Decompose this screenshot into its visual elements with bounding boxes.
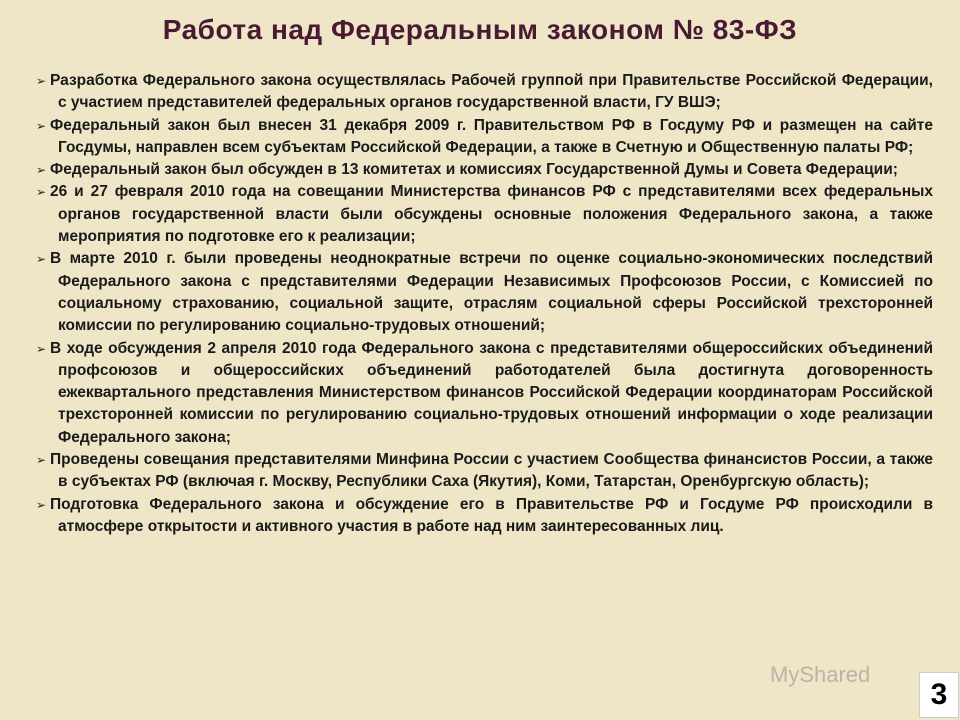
arrow-bullet-icon: ➢ bbox=[36, 453, 47, 468]
bullet-item bbox=[36, 181, 933, 248]
bullet-item bbox=[36, 494, 933, 539]
bullet-text: В марте 2010 г. были проведены неоднократные встречи по оценке социально-экономических последствий Федерального закона с представителями Федерации Независимых Профсоюзов России, с Комиссией по социальному страхованию, социальной защите, отраслям социальной сферы Российской трехсторонней комиссии по регулированию социально-трудовых отношений; bbox=[50, 250, 933, 335]
arrow-bullet-icon: ➢ bbox=[36, 74, 47, 88]
bullet-text: В ходе обсуждения 2 апреля 2010 года Федерального закона с представителями общероссийских объединений профсоюзов и общероссийских объединений работодателей была достигнута договоренность ежеквартального представления Министерством финансов Российской Федерации координаторам Российской трехсторонней комиссии по регулированию социально-трудовых отношений информации о ходе реализации Федерального закона; bbox=[50, 339, 933, 446]
bullet-item bbox=[36, 248, 933, 337]
page-number-badge: 3 bbox=[919, 672, 959, 718]
bullet-item bbox=[36, 115, 933, 160]
arrow-bullet-icon: ➢ bbox=[36, 163, 47, 178]
bullet-text: Подготовка Федерального закона и обсуждение его в Правительстве РФ и Госдуме РФ происходили в атмосфере открытости и активного участия в работе над ним заинтересованных лиц. bbox=[50, 495, 933, 535]
bullet-text: Разработка Федерального закона осуществлялась Рабочей группой при Правительстве Российской Федерации, с участием представителей федеральных органов государственной власти, ГУ ВШЭ; bbox=[50, 72, 933, 112]
arrow-bullet-icon: ➢ bbox=[36, 118, 47, 133]
bullet-text: 26 и 27 февраля 2010 года на совещании Министерства финансов РФ с представителями всех федеральных органов государственной власти были обсуждены основные положения Федерального закона, а также мероприятия по подготовке его к реализации; bbox=[50, 183, 933, 246]
watermark-logo: MyShared bbox=[770, 662, 871, 687]
arrow-bullet-icon: ➢ bbox=[36, 341, 47, 356]
bullet-item bbox=[36, 159, 933, 181]
arrow-bullet-icon: ➢ bbox=[36, 185, 47, 200]
bullet-item bbox=[36, 449, 933, 494]
arrow-bullet-icon: ➢ bbox=[36, 252, 47, 267]
bullet-item bbox=[36, 70, 933, 115]
slide-title: Работа над Федеральным законом № 83-ФЗ bbox=[162, 14, 798, 45]
bullet-text: Федеральный закон был обсужден в 13 комитетах и комиссиях Государственной Думы и Совета Федерации; bbox=[50, 161, 898, 179]
bullet-text: Проведены совещания представителями Минфина России с участием Сообщества финансистов России, а также в субъектах РФ (включая г. Москву, Республики Саха (Якутия), Коми, Татарстан, Оренбургскую область); bbox=[50, 451, 933, 491]
bullet-text: Федеральный закон был внесен 31 декабря 2009 г. Правительством РФ в Госдуму РФ и размещен на сайте Госдумы, направлен всем субъектам Российской Федерации, а также в Счетную и Общественную палаты РФ; bbox=[50, 116, 933, 156]
bullet-list bbox=[36, 70, 933, 538]
arrow-bullet-icon: ➢ bbox=[36, 497, 47, 512]
bullet-item bbox=[36, 338, 933, 449]
